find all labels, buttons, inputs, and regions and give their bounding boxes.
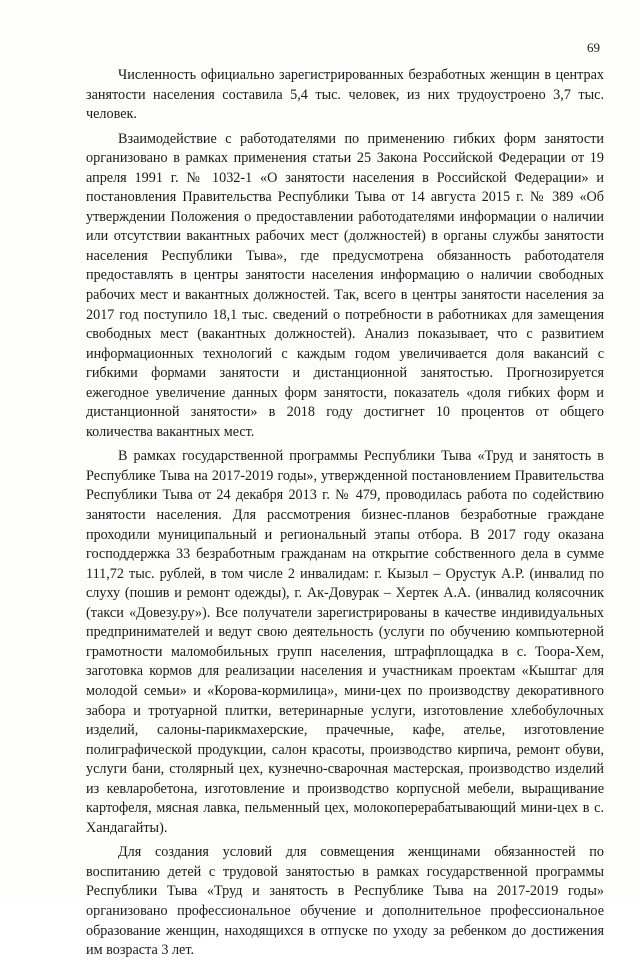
paragraph-employer-interaction: Взаимодействие с работодателями по применению гибких форм занятости организовано в рамках применения статьи 25 Закона Российской Федерации от 19 апреля 1991 г. № 1032-1 «О занятости населения в Российской Федерации» и постановления Правительства Республики Тыва от 14 августа 2015 г. № 389 «Об утверждении Положения о предоставлении работодателями информации о наличии или отсутствии вакантных рабочих мест (должностей) в органы службы занятости населения Республики Тыва», где предусмотрена обязанность работодателя предоставлять в центры занятости населения информацию о наличии свободных рабочих мест и вакантных должностей. Так, всего в центры занятости населения за 2017 год поступило 18,1 тыс. сведений о потребности в работниках для замещения свободных мест (вакантных должностей). Анализ показывает, что с развитием информационных технологий с каждым годом увеличивается доля вакансий с гибкими формами занятости и дистанционной занятостью. Прогнозируется ежегодное увеличение данных форм занятости, показатель «доля гибких форм и дистанционной занятости» в 2018 году достигнет 10 процентов от общего количества вакантных мест. — [86, 130, 604, 440]
paragraph-women-training: Для создания условий для совмещения женщинами обязанностей по воспитанию детей с трудовой занятостью в рамках государственной программы Республики Тыва «Труд и занятость в Республике Тыва на 2017-2019 годы» организовано профессиональное обучение и дополнительное профессиональное образование женщин, находящихся в отпуске по уходу за ребенком до достижения им возраста 3 лет. — [86, 844, 604, 959]
paragraph-unemployed-women: Численность официально зарегистрированных безработных женщин в центрах занятости населения составила 5,4 тыс. человек, из них трудоустроено 3,7 тыс. человек. — [86, 67, 604, 123]
paragraph-state-program-business-support: В рамках государственной программы Республики Тыва «Труд и занятость в Республике Тыва на 2017-2019 годы», утвержденной постановлением Правительства Республики Тыва от 24 декабря 2013 г. № 479, проводилась работа по содействию занятости населения. Для рассмотрения бизнес-планов безработные граждане проходили муниципальный и региональный этапы отбора. В 2017 году оказана господдержка 33 безработным гражданам на открытие собственного дела в сумме 111,72 тыс. рублей, в том числе 2 инвалидам: г. Кызыл – Орустук А.Р. (инвалид по слуху (пошив и ремонт одежды), г. Ак-Довурак – Хертек А.А. (инвалид колясочник (такси «Довезу.ру»). Все получатели зарегистрированы в качестве индивидуальных предпринимателей и ведут свою деятельность (услуги по обучению компьютерной грамотности маломобильных групп населения, штрафплощадка в с. Тоора-Хем, заготовка кормов для реализации населения и участникам проектам «Кыштаг для молодой семьи» и «Корова-кормилица», мини-цех по производству декоративного забора и тротуарной плитки, ветеринарные услуги, изготовление хлебобулочных изделий, салоны-парикмахерские, прачечные, кафе, ателье, изготовление полиграфической продукции, салон красоты, производство кирпича, ремонт обуви, услуги бани, столярный цех, кузнечно-сварочная мастерская, производство изделий из кевларобетона, изготовление и производство корпусной мебели, выращивание картофеля, мясная лавка, пельменный цех, молокоперерабатывающий мини-цех в с. Хандагайты). — [86, 448, 604, 836]
page-number: 69 — [587, 40, 600, 55]
document-body — [86, 66, 604, 966]
